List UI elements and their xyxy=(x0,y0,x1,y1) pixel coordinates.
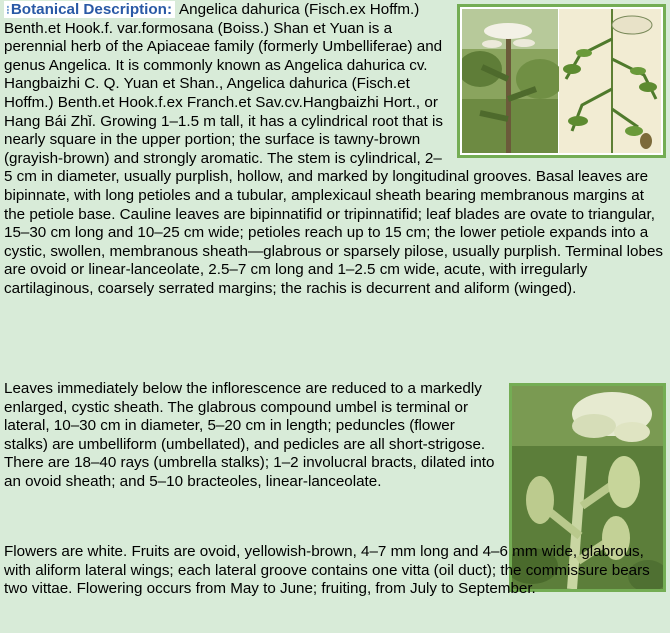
paragraph-3 xyxy=(4,543,666,599)
paragraph-1 xyxy=(4,1,666,299)
section-label xyxy=(4,1,175,18)
section-label-text: Botanical Description: xyxy=(10,1,173,18)
grip-dots-icon: ⁝ xyxy=(6,3,9,17)
angelica-plant-image xyxy=(457,4,666,158)
paragraph-1-text: Angelica dahurica (Fisch.ex Hoffm.) Benth.et Hook.f. var.formosana (Boiss.) Shan et Yuan is a perennial herb of the Apiaceae family (formerly Umbelliferae) and genus Angelica. It is commonly known as Angelica dahurica cv. Hangbaizhi C. Q. Yuan et Shan., Angelica dahurica (Fisch.et Hoffm.) Benth.et Hook.f.ex Franch.et Sav.cv.Hangbaizhi Hort., or Hang Bái Zhǐ. Growing 1–1.5 m tall, it has a cylindrical root that is nearly square in the upper portion; the surface is tawny-brown (grayish-brown) and strongly aromatic. The stem is cylindrical, 2–5 cm in diameter, usually purplish, hollow, and marked by longitudinal grooves. Basal leaves are bipinnate, with long petioles and a tubular, amplexicaul sheath bearing membranous margins at the petiole base. Cauline leaves are bipinnatifid or tripinnatifid; leaf blades are ovate to triangular, 15–30 cm long and 10–25 cm wide; petioles reach up to 15 cm; the lower petiole expands into a cystic, swollen, membranous sheath—glabrous or sparsely pilose, usually purplish. Terminal lobes are ovoid or linear-lanceolate, 2.5–7 cm long and 1–2.5 cm wide, acute, with irregularly cartilaginous, coarsely serrated margins; the rachis is decurrent and aliform (winged). xyxy=(4,1,663,297)
paragraph-2-text: Leaves immediately below the inflorescence are reduced to a markedly enlarged, cystic sheath. The glabrous compound umbel is terminal or lateral, 10–30 cm in diameter, 5–20 cm in length; peduncles (flower stalks) are umbelliform (umbellated), and pedicles are all short-strigose. There are 18–40 rays (umbrella stalks); 1–2 involucral bracts, dilated into an ovoid sheath; and 5–10 bracteoles, linear-lanceolate. xyxy=(4,380,495,490)
paragraph-3-text: Flowers are white. Fruits are ovoid, yellowish-brown, 4–7 mm long and 4–6 mm wide, glabrous, with aliform lateral wings; each lateral groove contains one vitta (oil duct); the commissure bears two vittae. Flowering occurs from May to June; fruiting, from July to September. xyxy=(4,543,650,598)
angelica-plant-picture-icon xyxy=(462,9,661,153)
